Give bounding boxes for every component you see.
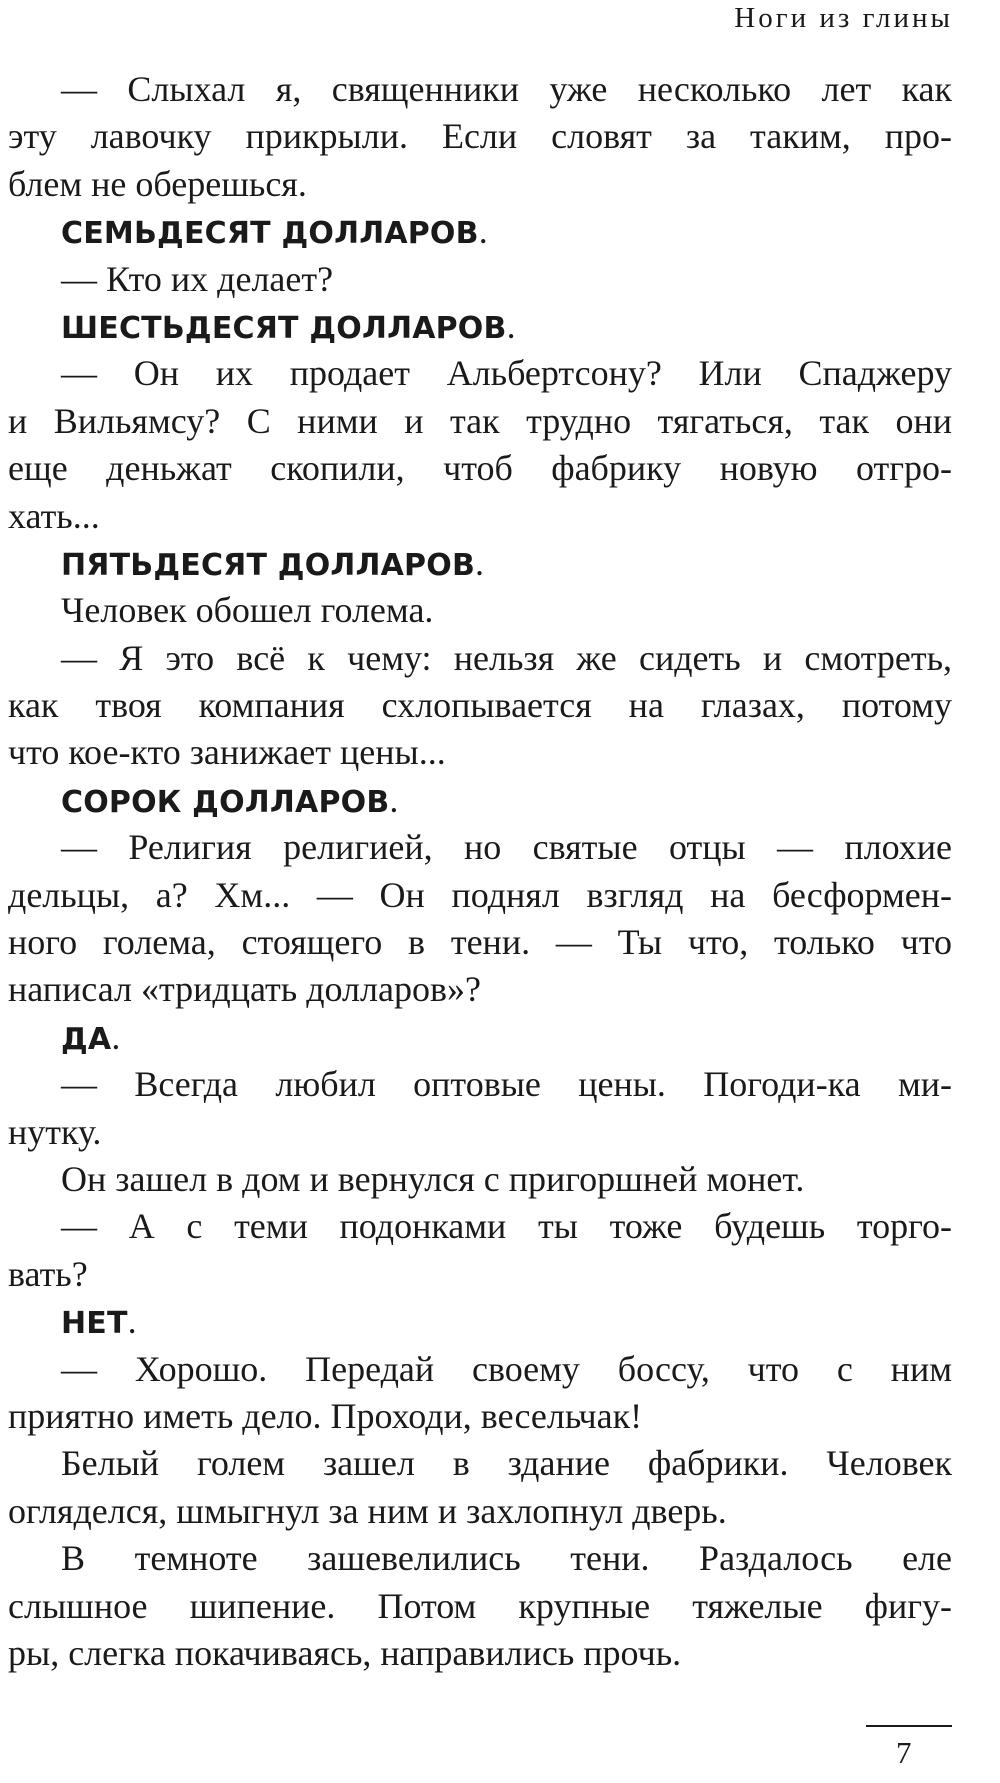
golem-word: НЕТ [61, 1306, 128, 1342]
text-line: ДА. [61, 1016, 121, 1057]
golem-reply [8, 1014, 952, 1061]
paragraph [8, 350, 952, 540]
text-line: как твоя компания схлопывается на глазах, потому [8, 685, 952, 726]
paragraph [8, 256, 952, 303]
paragraph [8, 1203, 952, 1298]
text-line: — Религия религией, но святые отцы — плохие [61, 827, 952, 868]
text-line: ШЕСТЬДЕСЯТ ДОЛЛАРОВ. [61, 305, 516, 346]
page-number: 7 [896, 1735, 912, 1770]
body-text [8, 66, 952, 1677]
text-line: — Я это всё к чему: нельзя же сидеть и смотреть, [61, 637, 952, 678]
golem-reply [8, 1298, 952, 1345]
golem-reply [8, 208, 952, 255]
text-line: что кое-кто занижает цены... [8, 732, 446, 773]
paragraph [8, 1156, 952, 1203]
golem-word: ДА [61, 1021, 112, 1057]
text-line: Человек обошел голема. [61, 590, 434, 631]
text-line: блем не оберешься. [8, 163, 307, 204]
text-line: В темноте зашевелились тени. Раздалось еле [61, 1538, 952, 1579]
text-line: вать? [8, 1253, 88, 1294]
golem-word: СОРОК ДОЛЛАРОВ [61, 784, 390, 820]
text-line: Белый голем зашел в здание фабрики. Человек [61, 1443, 952, 1484]
paragraph [8, 66, 952, 208]
golem-word: СЕМЬДЕСЯТ ДОЛЛАРОВ [61, 216, 479, 252]
text-line: СОРОК ДОЛЛАРОВ. [61, 779, 399, 820]
text-line: — А с теми подонками ты тоже будешь торго- [61, 1206, 952, 1247]
golem-reply [8, 540, 952, 587]
paragraph [8, 635, 952, 777]
paragraph [8, 1535, 952, 1677]
text-line: — Кто их делает? [61, 258, 334, 299]
golem-reply [8, 303, 952, 350]
text-line: написал «тридцать долларов»? [8, 969, 481, 1010]
text-line: — Слыхал я, священники уже несколько лет как [61, 69, 952, 109]
text-line: — Всегда любил оптовые цены. Погоди-ка ми- [61, 1064, 952, 1105]
paragraph [8, 824, 952, 1014]
golem-reply [8, 777, 952, 824]
footer-rule [866, 1725, 952, 1727]
text-line: приятно иметь дело. Проходи, весельчак! [8, 1395, 643, 1436]
text-line: СЕМЬДЕСЯТ ДОЛЛАРОВ. [61, 211, 488, 252]
text-line: ПЯТЬДЕСЯТ ДОЛЛАРОВ. [61, 542, 485, 583]
text-line: ры, слегка покачиваясь, направились прочь. [8, 1632, 682, 1673]
text-line: нутку. [8, 1111, 102, 1152]
text-line: эту лавочку прикрыли. Если словят за таким, про- [8, 116, 952, 157]
text-line: и Вильямсу? С ними и так трудно тягаться, так они [8, 400, 952, 441]
paragraph [8, 1346, 952, 1441]
text-line: дельцы, а? Хм... — Он поднял взгляд на бесформен- [8, 874, 952, 915]
paragraph [8, 1061, 952, 1156]
text-line: — Хорошо. Передай своему боссу, что с ним [61, 1348, 952, 1389]
golem-word: ПЯТЬДЕСЯТ ДОЛЛАРОВ [61, 547, 476, 583]
text-line: Он зашел в дом и вернулся с пригоршней монет. [61, 1158, 805, 1199]
text-line: огляделся, шмыгнул за ним и захлопнул дверь. [8, 1490, 727, 1531]
text-line: — Он их продает Альбертсону? Или Спаджеру [61, 353, 952, 394]
running-head: Ноги из глины [734, 2, 953, 34]
text-line: НЕТ. [61, 1301, 137, 1342]
text-line: хать... [8, 495, 100, 536]
text-line: ного голема, стоящего в тени. — Ты что, только что [8, 922, 952, 963]
text-line: еще деньжат скопили, чтоб фабрику новую отгро- [8, 448, 952, 489]
text-line: слышное шипение. Потом крупные тяжелые фигу- [8, 1585, 952, 1626]
golem-word: ШЕСТЬДЕСЯТ ДОЛЛАРОВ [61, 310, 507, 346]
paragraph [8, 1440, 952, 1535]
paragraph [8, 587, 952, 634]
